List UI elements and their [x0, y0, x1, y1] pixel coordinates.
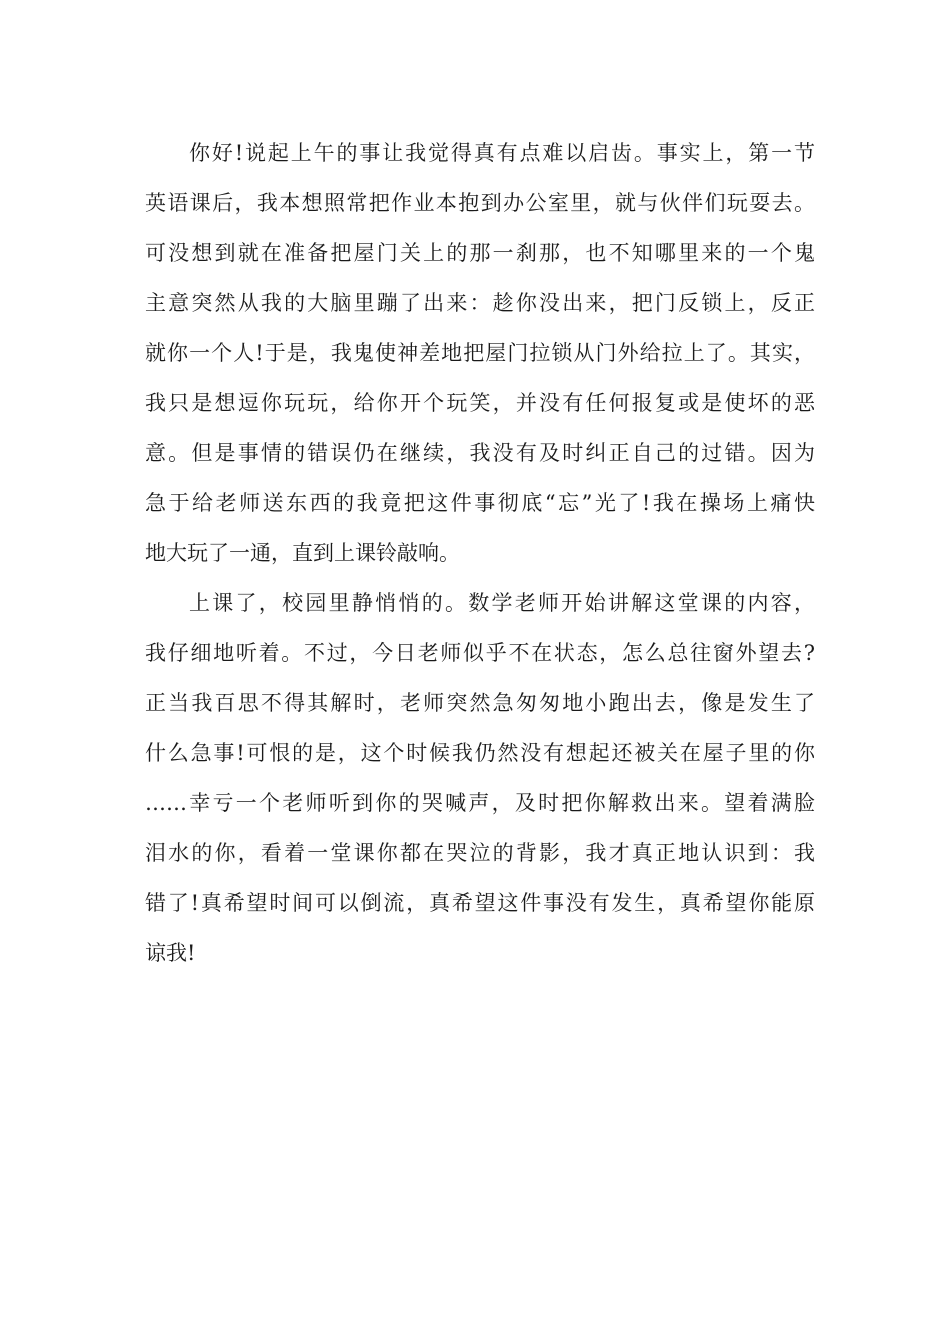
text-line: 地大玩了一通，直到上课铃敲响。 — [145, 541, 460, 565]
text-line: 我只是想逗你玩玩，给你开个玩笑，并没有任何报复或是使坏的恶 — [145, 391, 815, 415]
text-line: 主意突然从我的大脑里蹦了出来：趁你没出来，把门反锁上，反正 — [145, 291, 815, 315]
text-line: ……幸亏一个老师听到你的哭喊声，及时把你解救出来。望着满脸 — [145, 791, 815, 815]
text-line: 正当我百思不得其解时，老师突然急匆匆地小跑出去，像是发生了 — [145, 691, 815, 715]
paragraph-1 — [145, 128, 815, 578]
paragraph-2 — [145, 578, 815, 978]
text-line: 你好!说起上午的事让我觉得真有点难以启齿。事实上，第一节 — [189, 141, 815, 165]
text-line: 我仔细地听着。不过，今日老师似乎不在状态，怎么总往窗外望去? — [145, 641, 815, 665]
text-line: 上课了，校园里静悄悄的。数学老师开始讲解这堂课的内容， — [189, 591, 815, 615]
text-line: 可没想到就在准备把屋门关上的那一刹那，也不知哪里来的一个鬼 — [145, 241, 815, 265]
text-line: 意。但是事情的错误仍在继续，我没有及时纠正自己的过错。因为 — [145, 441, 815, 465]
text-line: 谅我! — [145, 941, 196, 965]
text-line: 泪水的你，看着一堂课你都在哭泣的背影，我才真正地认识到：我 — [145, 841, 815, 865]
text-line: 就你一个人!于是，我鬼使神差地把屋门拉锁从门外给拉上了。其实， — [145, 341, 815, 365]
text-line: 什么急事!可恨的是，这个时候我仍然没有想起还被关在屋子里的你 — [145, 741, 815, 765]
text-line: 急于给老师送东西的我竟把这件事彻底“忘”光了!我在操场上痛快 — [145, 491, 815, 515]
text-line: 错了!真希望时间可以倒流，真希望这件事没有发生，真希望你能原 — [145, 891, 815, 915]
document-body — [145, 128, 815, 978]
text-line: 英语课后，我本想照常把作业本抱到办公室里，就与伙伴们玩耍去。 — [145, 191, 815, 215]
